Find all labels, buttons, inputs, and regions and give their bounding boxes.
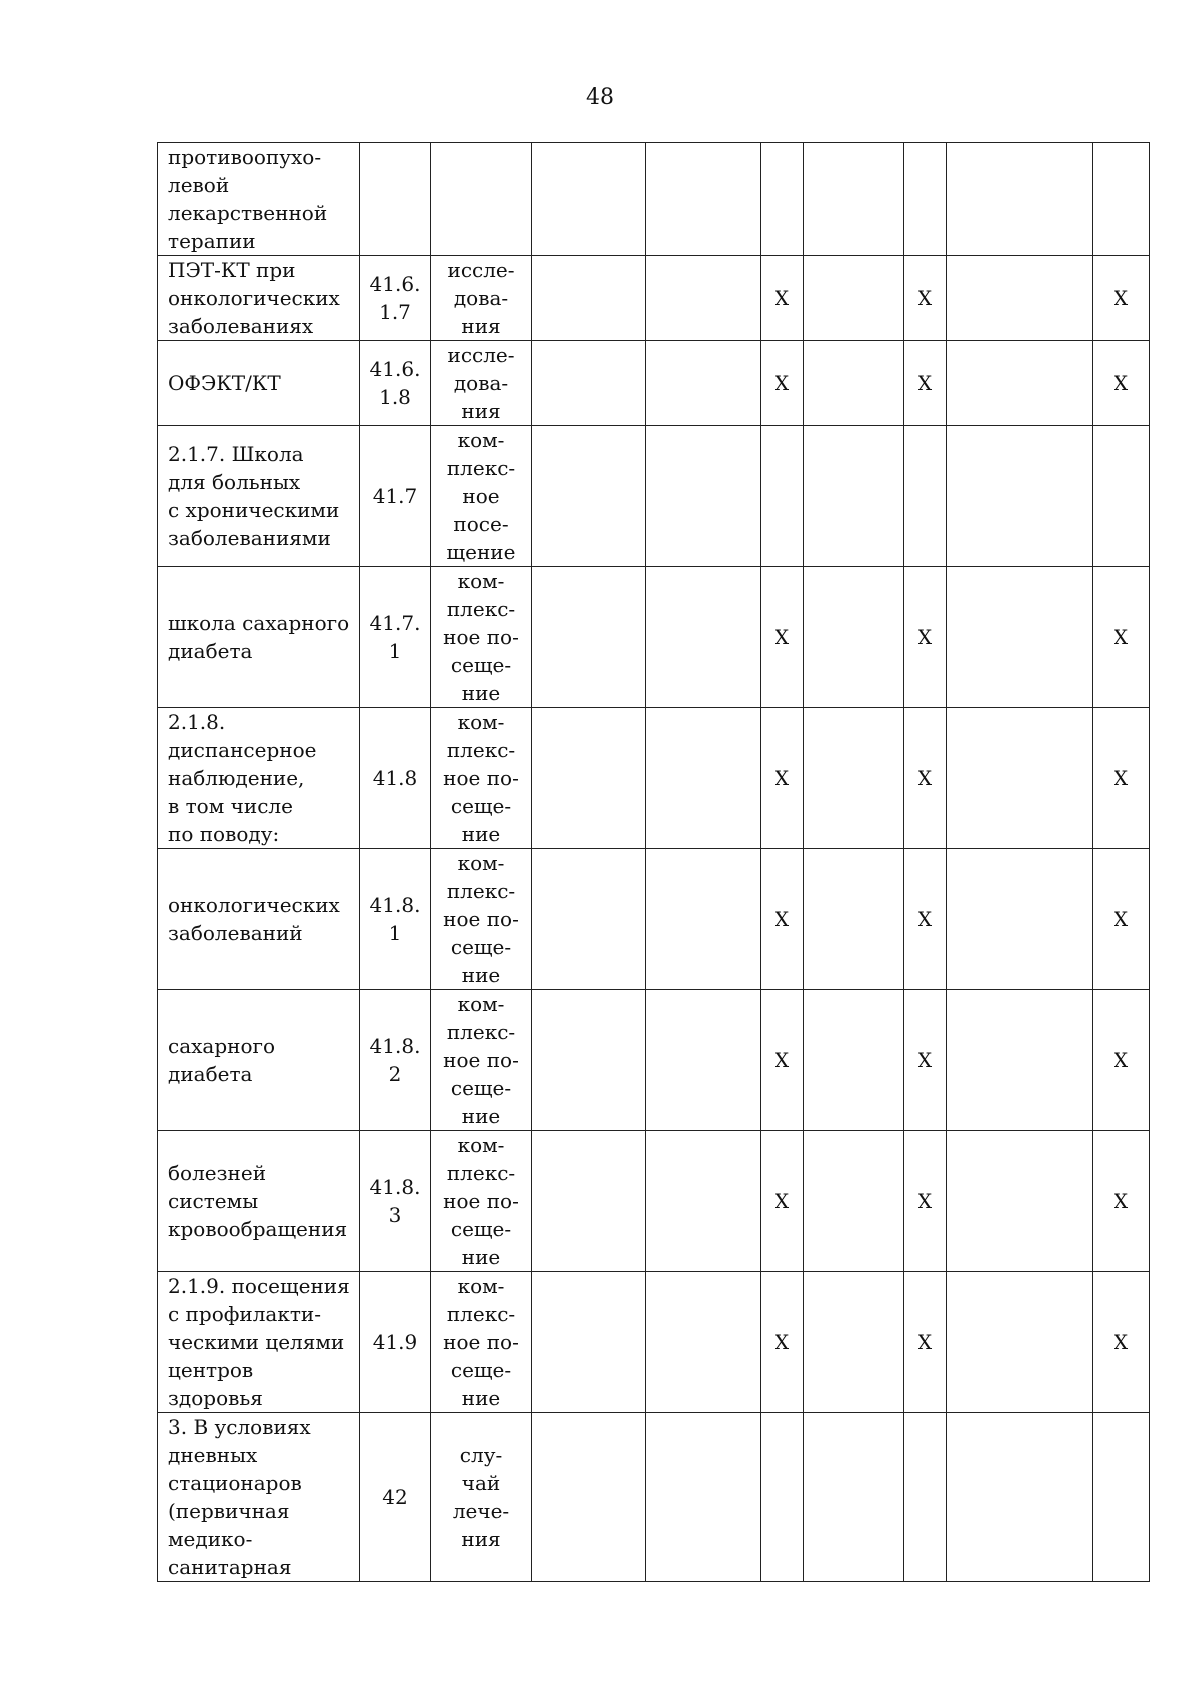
empty-cell <box>532 1413 646 1582</box>
empty-cell <box>532 1272 646 1413</box>
data-table <box>157 142 1150 1582</box>
mark-cell: Х <box>904 708 947 849</box>
row-name: сахарного диабета <box>158 990 360 1131</box>
row-name: противоопухо- левой лекарственной терапии <box>158 143 360 256</box>
row-unit: ком- плекс- ное по- сеще- ние <box>431 990 532 1131</box>
mark-cell: Х <box>1093 567 1150 708</box>
mark-cell: Х <box>1093 341 1150 426</box>
empty-cell <box>804 256 904 341</box>
empty-cell <box>532 990 646 1131</box>
empty-cell <box>804 567 904 708</box>
row-name: 2.1.8. диспансерное наблюдение, в том числе по поводу: <box>158 708 360 849</box>
row-unit: ком- плекс- ное посе- щение <box>431 426 532 567</box>
row-unit: ком- плекс- ное по- сеще- ние <box>431 1272 532 1413</box>
row-unit: иссле- дова- ния <box>431 256 532 341</box>
empty-cell <box>532 256 646 341</box>
mark-cell <box>761 1413 804 1582</box>
empty-cell <box>532 1131 646 1272</box>
empty-cell <box>646 1413 761 1582</box>
table-row <box>158 426 1150 567</box>
empty-cell <box>646 426 761 567</box>
row-name: болезней системы кровообращения <box>158 1131 360 1272</box>
empty-cell <box>947 990 1093 1131</box>
mark-cell: Х <box>1093 990 1150 1131</box>
empty-cell <box>947 1131 1093 1272</box>
row-code <box>360 143 431 256</box>
row-code: 41.8. 3 <box>360 1131 431 1272</box>
table-row <box>158 341 1150 426</box>
mark-cell: Х <box>761 341 804 426</box>
row-code: 41.6. 1.8 <box>360 341 431 426</box>
table-row <box>158 1413 1150 1582</box>
empty-cell <box>646 143 761 256</box>
empty-cell <box>532 341 646 426</box>
table-row <box>158 1131 1150 1272</box>
mark-cell: Х <box>904 1272 947 1413</box>
mark-cell: Х <box>761 1272 804 1413</box>
empty-cell <box>947 1272 1093 1413</box>
table-row <box>158 256 1150 341</box>
mark-cell: Х <box>1093 849 1150 990</box>
empty-cell <box>947 143 1093 256</box>
empty-cell <box>532 567 646 708</box>
row-name: школа сахарного диабета <box>158 567 360 708</box>
mark-cell <box>1093 1413 1150 1582</box>
row-unit <box>431 143 532 256</box>
empty-cell <box>646 708 761 849</box>
row-name: 3. В условиях дневных стационаров (первичная медико- санитарная <box>158 1413 360 1582</box>
empty-cell <box>947 708 1093 849</box>
mark-cell: Х <box>904 256 947 341</box>
empty-cell <box>646 256 761 341</box>
mark-cell <box>1093 426 1150 567</box>
row-unit: иссле- дова- ния <box>431 341 532 426</box>
row-unit: ком- плекс- ное по- сеще- ние <box>431 1131 532 1272</box>
row-name: ПЭТ-КТ при онкологических заболеваниях <box>158 256 360 341</box>
row-unit: ком- плекс- ное по- сеще- ние <box>431 708 532 849</box>
mark-cell: Х <box>904 990 947 1131</box>
row-unit: слу- чай лече- ния <box>431 1413 532 1582</box>
row-code: 41.7. 1 <box>360 567 431 708</box>
empty-cell <box>804 1272 904 1413</box>
mark-cell: Х <box>904 1131 947 1272</box>
empty-cell <box>646 1131 761 1272</box>
empty-cell <box>804 849 904 990</box>
mark-cell: Х <box>761 849 804 990</box>
row-unit: ком- плекс- ное по- сеще- ние <box>431 567 532 708</box>
empty-cell <box>947 567 1093 708</box>
mark-cell: Х <box>904 341 947 426</box>
row-code: 41.8. 1 <box>360 849 431 990</box>
empty-cell <box>947 849 1093 990</box>
row-name: онкологических заболеваний <box>158 849 360 990</box>
mark-cell: Х <box>761 1131 804 1272</box>
row-code: 41.6. 1.7 <box>360 256 431 341</box>
row-code: 41.9 <box>360 1272 431 1413</box>
row-code: 41.8 <box>360 708 431 849</box>
table-row <box>158 849 1150 990</box>
mark-cell: Х <box>761 990 804 1131</box>
empty-cell <box>947 1413 1093 1582</box>
empty-cell <box>532 143 646 256</box>
mark-cell: Х <box>1093 1272 1150 1413</box>
empty-cell <box>532 849 646 990</box>
table-row <box>158 708 1150 849</box>
mark-cell: Х <box>1093 708 1150 849</box>
row-name: 2.1.7. Школа для больных с хроническими заболеваниями <box>158 426 360 567</box>
mark-cell <box>904 143 947 256</box>
empty-cell <box>947 426 1093 567</box>
mark-cell: Х <box>1093 1131 1150 1272</box>
mark-cell: Х <box>1093 256 1150 341</box>
table-row <box>158 143 1150 256</box>
mark-cell <box>904 1413 947 1582</box>
mark-cell: Х <box>761 567 804 708</box>
empty-cell <box>646 341 761 426</box>
table-row <box>158 990 1150 1131</box>
mark-cell <box>761 143 804 256</box>
empty-cell <box>947 256 1093 341</box>
table-row <box>158 1272 1150 1413</box>
table-body <box>158 143 1150 1582</box>
empty-cell <box>804 341 904 426</box>
mark-cell: Х <box>761 708 804 849</box>
mark-cell <box>904 426 947 567</box>
empty-cell <box>646 990 761 1131</box>
row-code: 41.8. 2 <box>360 990 431 1131</box>
row-name: 2.1.9. посещения с профилакти- ческими целями центров здоровья <box>158 1272 360 1413</box>
page-number: 48 <box>586 85 614 110</box>
mark-cell <box>761 426 804 567</box>
empty-cell <box>804 708 904 849</box>
row-name: ОФЭКТ/КТ <box>158 341 360 426</box>
empty-cell <box>646 849 761 990</box>
row-unit: ком- плекс- ное по- сеще- ние <box>431 849 532 990</box>
empty-cell <box>947 341 1093 426</box>
empty-cell <box>804 426 904 567</box>
empty-cell <box>804 1131 904 1272</box>
empty-cell <box>804 143 904 256</box>
mark-cell <box>1093 143 1150 256</box>
empty-cell <box>804 990 904 1131</box>
row-code: 41.7 <box>360 426 431 567</box>
table-row <box>158 567 1150 708</box>
empty-cell <box>646 1272 761 1413</box>
empty-cell <box>804 1413 904 1582</box>
empty-cell <box>532 426 646 567</box>
empty-cell <box>532 708 646 849</box>
mark-cell: Х <box>761 256 804 341</box>
mark-cell: Х <box>904 849 947 990</box>
row-code: 42 <box>360 1413 431 1582</box>
mark-cell: Х <box>904 567 947 708</box>
empty-cell <box>646 567 761 708</box>
